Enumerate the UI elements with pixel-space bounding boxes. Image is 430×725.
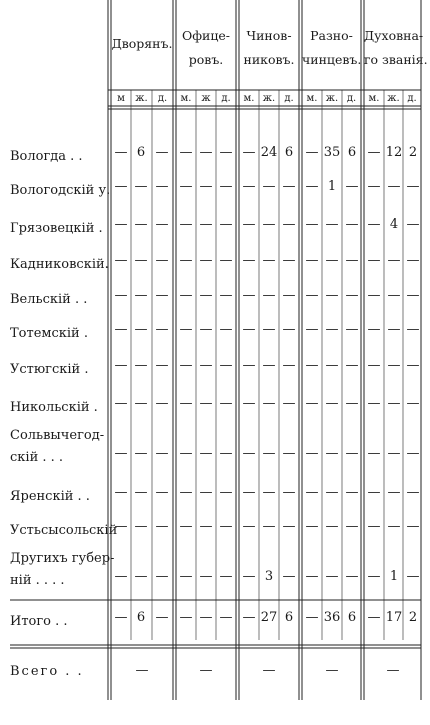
table-cell: — [305, 217, 319, 232]
table-cell: — [282, 396, 296, 411]
table-cell: — [179, 322, 193, 337]
table-cell: — [155, 569, 169, 584]
table-cell: — [199, 446, 213, 461]
table-cell: — [114, 288, 128, 303]
table-cell: 6 [136, 145, 146, 160]
table-cell: — [114, 446, 128, 461]
table-cell: — [179, 446, 193, 461]
table-cell: — [134, 485, 148, 500]
row-label [10, 425, 104, 469]
table-cell: — [387, 396, 401, 411]
table-cell: — [179, 217, 193, 232]
table-cell: — [325, 358, 339, 373]
table-cell: — [219, 217, 233, 232]
table-cell: — [199, 288, 213, 303]
table-cell: — [114, 396, 128, 411]
table-cell: — [367, 396, 381, 411]
table-cell: 36 [323, 610, 341, 625]
table-cell: — [345, 322, 359, 337]
row-label-line: Устюгскій . [10, 362, 89, 377]
table-cell: — [345, 217, 359, 232]
table-cell: — [219, 358, 233, 373]
table-cell: — [305, 610, 319, 625]
table-cell: — [325, 217, 339, 232]
table-cell: 2 [408, 145, 418, 160]
row-label [10, 180, 110, 202]
table-cell: — [262, 519, 276, 534]
table-cell: — [134, 519, 148, 534]
table-cell: — [305, 145, 319, 160]
table-cell: — [262, 253, 276, 268]
header-ofitserov: Офице- ровъ. [181, 28, 231, 67]
table-cell: — [345, 358, 359, 373]
table-cell: — [219, 485, 233, 500]
table-cell: — [155, 446, 169, 461]
header-raznochintsev: Разно- чинцевъ. [302, 28, 362, 67]
table-cell: — [262, 217, 276, 232]
table-cell: — [282, 446, 296, 461]
table-cell: — [367, 322, 381, 337]
table-cell: — [179, 253, 193, 268]
table-cell: — [134, 446, 148, 461]
total-cell: — [135, 663, 149, 678]
table-cell: 24 [260, 145, 278, 160]
table-cell: — [219, 519, 233, 534]
table-cell: — [199, 179, 213, 194]
table-cell: — [199, 396, 213, 411]
table-cell: — [179, 179, 193, 194]
table-cell: — [325, 569, 339, 584]
table-cell: — [114, 145, 128, 160]
table-cell: — [305, 569, 319, 584]
row-label-line: ній . . . . [10, 573, 65, 588]
sub-header: ж. [325, 93, 339, 104]
table-cell: — [305, 288, 319, 303]
table-cell: — [387, 179, 401, 194]
table-cell: — [134, 396, 148, 411]
table-cell: — [282, 358, 296, 373]
table-cell: — [242, 485, 256, 500]
table-cell: — [114, 569, 128, 584]
table-cell: — [179, 396, 193, 411]
row-label-line: Вологодскій у. [10, 183, 111, 198]
row-label [10, 611, 68, 633]
table-cell: — [114, 217, 128, 232]
table-cell: 6 [347, 145, 357, 160]
table-cell: — [134, 217, 148, 232]
table-cell: 6 [284, 145, 294, 160]
table-cell: — [262, 358, 276, 373]
table-cell: — [367, 569, 381, 584]
table-cell: — [134, 179, 148, 194]
table-cell: — [179, 569, 193, 584]
table-cell: — [367, 485, 381, 500]
row-label-line: Другихъ губер- [10, 551, 115, 566]
table-cell: — [134, 322, 148, 337]
table-cell: — [155, 485, 169, 500]
table-cell: — [155, 358, 169, 373]
table-cell: — [114, 485, 128, 500]
table-cell: — [325, 396, 339, 411]
sub-header: м [117, 93, 125, 104]
table-cell: 35 [323, 145, 341, 160]
table-cell: — [262, 179, 276, 194]
table-cell: — [325, 288, 339, 303]
table-cell: — [406, 519, 420, 534]
table-cell: — [242, 217, 256, 232]
table-cell: — [179, 610, 193, 625]
table-cell: 6 [347, 610, 357, 625]
table-cell: — [242, 396, 256, 411]
row-label-line: Грязовецкій . [10, 221, 103, 236]
sub-header: ж [201, 93, 211, 104]
table-cell: — [242, 446, 256, 461]
table-cell: — [345, 485, 359, 500]
total-cell: — [199, 663, 213, 678]
table-cell: — [325, 519, 339, 534]
table-cell: — [367, 179, 381, 194]
sub-header: м. [180, 93, 192, 104]
row-label-line: Яренскій . . [10, 489, 90, 504]
table-cell: — [199, 569, 213, 584]
table-cell: — [179, 358, 193, 373]
table-cell: — [282, 253, 296, 268]
table-cell: — [179, 145, 193, 160]
table-cell: — [242, 253, 256, 268]
table-cell: — [219, 145, 233, 160]
table-cell: — [155, 179, 169, 194]
table-cell: — [406, 446, 420, 461]
table-cell: — [305, 446, 319, 461]
table-cell: — [199, 217, 213, 232]
table-cell: — [367, 610, 381, 625]
table-cell: — [262, 446, 276, 461]
sub-header: ж. [262, 93, 276, 104]
table-cell: — [242, 519, 256, 534]
table-cell: — [406, 358, 420, 373]
table-cell: — [406, 485, 420, 500]
table-cell: — [155, 217, 169, 232]
table-cell: — [134, 253, 148, 268]
table-cell: — [367, 217, 381, 232]
table-cell: — [199, 358, 213, 373]
sub-header: м. [368, 93, 380, 104]
table-cell: — [155, 519, 169, 534]
table-cell: — [282, 519, 296, 534]
table-cell: — [114, 358, 128, 373]
table-cell: — [179, 519, 193, 534]
table-cell: — [325, 253, 339, 268]
table-cell: — [406, 569, 420, 584]
sub-header: д. [346, 93, 357, 104]
sub-header: д. [221, 93, 231, 104]
table-cell: — [155, 396, 169, 411]
row-label [10, 146, 83, 168]
row-label-line: Устьсысольскій [10, 523, 118, 538]
table-cell: — [114, 253, 128, 268]
row-label [10, 548, 114, 592]
header-dukhovnago: Духовна- го званія. [364, 28, 428, 67]
table-cell: — [387, 253, 401, 268]
table-cell: — [155, 145, 169, 160]
table-cell: 4 [389, 217, 399, 232]
table-cell: — [155, 253, 169, 268]
row-label-line: Никольскій . [10, 400, 98, 415]
table-cell: — [114, 610, 128, 625]
table-cell: — [242, 179, 256, 194]
table-cell: — [242, 358, 256, 373]
header-dvoryan: Дворянъ. [111, 36, 173, 51]
table-cell: 6 [284, 610, 294, 625]
table-cell: — [219, 179, 233, 194]
table-cell: — [262, 396, 276, 411]
sub-header: м. [243, 93, 255, 104]
row-label-line: Кадниковскій. [10, 257, 109, 272]
sub-header: м. [306, 93, 318, 104]
table-cell: — [325, 485, 339, 500]
table-cell: — [367, 288, 381, 303]
table-cell: — [345, 446, 359, 461]
row-label-line: скій . . . [10, 450, 64, 465]
table-cell: — [345, 569, 359, 584]
table-cell: — [282, 217, 296, 232]
sub-header: д. [284, 93, 294, 104]
table-cell: — [305, 179, 319, 194]
table-cell: — [387, 288, 401, 303]
table-cell: — [134, 288, 148, 303]
table-cell: — [325, 322, 339, 337]
table-cell: — [367, 145, 381, 160]
row-label [10, 520, 117, 542]
table-cell: — [387, 358, 401, 373]
table-cell: — [242, 288, 256, 303]
table-cell: 6 [136, 610, 146, 625]
table-cell: — [345, 519, 359, 534]
table-cell: — [305, 358, 319, 373]
table-cell: — [282, 322, 296, 337]
table-cell: — [199, 145, 213, 160]
row-label [10, 289, 87, 311]
table-cell: — [305, 485, 319, 500]
table-cell: 1 [327, 179, 337, 194]
row-label-line: Итого . . [10, 614, 68, 629]
total-cell: — [262, 663, 276, 678]
table-cell: — [345, 288, 359, 303]
table-cell: — [242, 569, 256, 584]
table-cell: — [114, 322, 128, 337]
table-cell: — [262, 485, 276, 500]
table-cell: — [367, 253, 381, 268]
row-label [10, 359, 89, 381]
table-cell: — [282, 485, 296, 500]
table-cell: — [262, 288, 276, 303]
table-cell: — [219, 322, 233, 337]
table-cell: — [219, 610, 233, 625]
total-label: Всего . . [10, 664, 84, 679]
header-chinovnikov: Чинов- никовъ. [243, 28, 295, 67]
table-cell: — [387, 485, 401, 500]
table-cell: — [155, 288, 169, 303]
table-cell: 27 [260, 610, 278, 625]
table-cell: — [345, 253, 359, 268]
table-cell: — [199, 253, 213, 268]
row-label-line: Тотемскій . [10, 326, 88, 341]
table-cell: — [219, 569, 233, 584]
table-cell: 12 [385, 145, 403, 160]
table-cell: — [242, 610, 256, 625]
table-cell: — [199, 485, 213, 500]
table-cell: — [305, 322, 319, 337]
total-cell: — [325, 663, 339, 678]
row-label-line: Вологда . . [10, 149, 83, 164]
table-cell: — [305, 519, 319, 534]
table-cell: — [219, 396, 233, 411]
table-cell: — [406, 217, 420, 232]
table-cell: — [242, 322, 256, 337]
sub-header: д. [157, 93, 168, 104]
table-cell: — [179, 485, 193, 500]
table-cell: — [242, 145, 256, 160]
row-label-line: Вельскій . . [10, 292, 88, 307]
row-label [10, 397, 98, 419]
table-cell: — [367, 519, 381, 534]
row-label [10, 254, 109, 276]
table-cell: — [199, 519, 213, 534]
table-cell: — [179, 288, 193, 303]
table-cell: — [406, 322, 420, 337]
total-cell: — [386, 663, 400, 678]
table-cell: — [114, 179, 128, 194]
table-cell: — [406, 253, 420, 268]
table-cell: — [345, 396, 359, 411]
table-cell: — [406, 179, 420, 194]
table-cell: 17 [385, 610, 403, 625]
table-cell: — [387, 446, 401, 461]
table-cell: 1 [389, 569, 399, 584]
table-cell: 2 [408, 610, 418, 625]
table-cell: — [387, 519, 401, 534]
table-cell: — [345, 179, 359, 194]
table-cell: — [155, 322, 169, 337]
table-cell: 3 [264, 569, 274, 584]
table-cell: — [114, 519, 128, 534]
sub-header: ж. [387, 93, 400, 104]
table-cell: — [305, 396, 319, 411]
table-cell: — [219, 253, 233, 268]
table-cell: — [219, 288, 233, 303]
table-cell: — [282, 179, 296, 194]
table-cell: — [199, 322, 213, 337]
table-cell: — [387, 322, 401, 337]
row-label [10, 486, 90, 508]
table-cell: — [406, 396, 420, 411]
table-cell: — [134, 358, 148, 373]
table-cell: — [282, 569, 296, 584]
table-cell: — [406, 288, 420, 303]
table-cell: — [134, 569, 148, 584]
sub-header: ж. [135, 93, 148, 104]
table-cell: — [325, 446, 339, 461]
table-cell: — [367, 358, 381, 373]
row-label [10, 323, 88, 345]
table-cell: — [155, 610, 169, 625]
table-cell: — [367, 446, 381, 461]
row-label [10, 218, 103, 240]
table-cell: — [219, 446, 233, 461]
sub-header: д. [407, 93, 417, 104]
row-label-line: Сольвычегод- [10, 428, 105, 443]
table-cell: — [305, 253, 319, 268]
table-cell: — [282, 288, 296, 303]
table-cell: — [199, 610, 213, 625]
table-cell: — [262, 322, 276, 337]
